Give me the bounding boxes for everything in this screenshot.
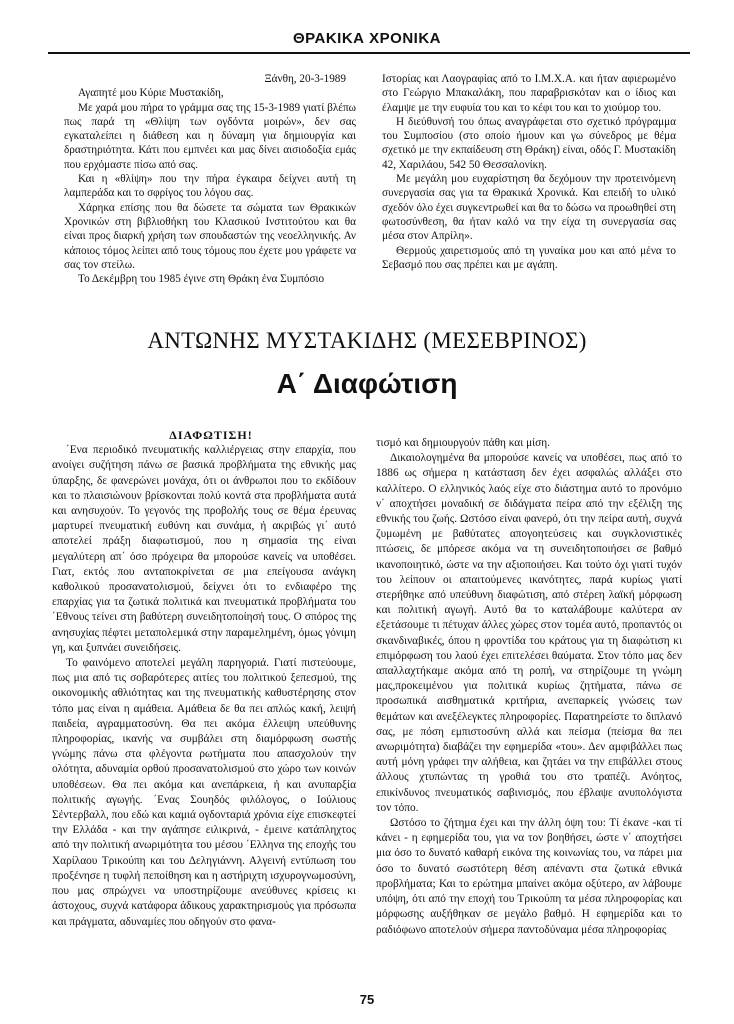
letter-left-column <box>64 72 356 286</box>
article-right-column <box>376 436 682 938</box>
article-paragraph: ΄Ενα περιοδικό πνευματικής καλλιέργειας στην επαρχία, που ανοίγει συζήτηση πάνω σε βασικά προβλήματα της εθνικής μας ύπαρξης, δε φανερώνει μονάχα, ότι οι άνθρωποι που το εκδίδουν και το πλαισιώνουν βρίσκονται πολύ κοντά στα προβλήματα αυτά και ανησυχούν. Το γεγονός της προβολής τους σε θέμα έρευνας μαρτυρεί πνευματική ευθύνη και συνάμα, ή ακριβώς γι΄ αυτό αποτελεί πράξη διαφωτισμού, που η σημασία της είναι μεγαλύτερη απ΄ όσο πρόχειρα θα μπορούσε κανείς να υποθέσει. Γιατ, εκτός που ανταποκρίνεται σε μια επείγουσα ανάγκη καθολικού προσανατολισμού, δείχνει ότι το ενδιαφέρο της επαρχίας για τα ζωτικά πολιτικά και πνευματικά προβλήματα του ΄Εθνους τείνει στη βαθύτερη συνειδητοποίησή τους. Ο σπόρος της ανησυχίας πέφτει μεταπολεμικά στην παραμελημένη, όμως γόνιμη γη, και ξυπνάει συνειδήσεις. <box>52 444 356 654</box>
letter-date: Ξάνθη, 20-3-1989 <box>264 73 346 85</box>
letter-paragraph: Το Δεκέμβρη του 1985 έγινε στη Θράκη ένα Συμπόσιο <box>78 273 325 286</box>
article-author: ΑΝΤΩΝΗΣ ΜΥΣΤΑΚΙΔΗΣ (ΜΕΣΕΒΡΙΝΟΣ) <box>147 328 587 353</box>
article-title: Α΄ Διαφώτιση <box>276 368 458 399</box>
header-rule <box>48 52 690 54</box>
article-paragraph: Το φαινόμενο αποτελεί μεγάλη παρηγοριά. Γιατί πιστεύουμε, πως μια από τις σοβαρότερες αιτίες του πολιτικού ξεπεσμού, της οικονομικής αθλιότητας και της πνευματικής καθυστέρησης στον τόπο μας είναι η αμάθεια. Αμάθεια δε θα πει απλώς κακή, λειψή παιδεία, αγραμματοσύνη. Θα πει ακόμα έλλειψη υπεύθυνης πληροφορίας, ικανής να συμβάλει στη διαμόρφωση σωστής γνώμης πάνω στα φλέγοντα ρωτήματα που απασχολούν την ολότητα, αδυναμία ορθού προσανατολισμού στο χώρο των κοινών υποθέσεων. Θα πει ακόμα και ανεπάρκεια, ή και ανυπαρξία πολιτικής αγωγής. ΄Ενας Σουηδός φιλόλογος, ο Ιούλιους Σέντερβαλλ, που εδώ και καμιά ογδονταριά χρόνια είχε επισκεφτεί την Ελλάδα - και την αγάπησε ειλικρινά, - έμεινε κατάπληχτος από την πολιτική ανωριμότητα του μέσου ΄Ελληνα της εποχής του Χαρίλαου Τρικούπη και του Δεληγιάννη. Αλγεινή εντύπωση του προξένησε η τυφλή πεποίθηση και η αστήριχτη ισχυρογνωμοσύνη, που μας σπρώχνει να υποστηρίζουμε ανεύθυνες κρίσεις κι άστοχους, συχνά κατάφορα άδικους χαρακτηρισμούς για πρόσωπα και πράγματα, αδυναμίες που οδηγούν στο φανα- <box>52 657 356 928</box>
letter-paragraph: Χάρηκα επίσης που θα δώσετε τα σώματα των Θρακικών Χρονικών στη βιβλιοθήκη του Κλασικού Ινστιτούτου και θα είναι προς διαρκή χρήση των σπουδαστών της νεοελληνικής. Αν κάποιος τόμος λείπει από τους τόμους που έχετε μου γράφετε να σας τον στείλω. <box>64 201 356 271</box>
letter-right-column <box>382 72 676 272</box>
letter-paragraph: Με χαρά μου πήρα το γράμμα σας της 15-3-1989 γιατί βλέπω πως παρά τη «Θλίψη των ογδόντα μοιρών», δεν σας εγκαταλείπει η διάθεση και η δύναμη για δημιουργία και δραστηριότητα. Κάτι που εμπνέει και μας δίνει αισιοδοξία εμάς που ερχόμαστε πίσω από σας. <box>64 101 356 171</box>
article-paragraph: Δικαιολογημένα θα μπορούσε κανείς να υποθέσει, πως από το 1886 ως σήμερα η κατάσταση δεν έχει ασφαλώς αλλάξει στο καλλίτερο. Ο ελληνικός λαός είχε στο διάστημα αυτό το προνόμιο ν΄ αποχτήσει μοναδική σε διδάγματα πείρα από την εξέλιξη της εθνικής του ζωής. Ωστόσο είναι φανερό, ότι την πείρα αυτή, συχνά ζυμωμένη με βαθύτατες απογοητεύσεις και συγκλονιστικές πτώσεις, δε μπόρεσε ακόμα να τη συνειδητοποιήσει σε βαθμό ικανοποιητικό, ώστε να την αξιοποιήσει. Και τούτο όχι γιατί τυχόν του λείπουν οι απαιτούμενες ικανότητες, παρά κυρίως γιατί στερήθηκε από υπεύθυνη διαφώτιση, από στέρεη λαϊκή μόρφωση και πολιτική αγωγή. Αυτό θα το καταλάβουμε καλύτερα αν εξετάσουμε τι πέτυχαν άλλες χώρες στον τομέα αυτό, προπαντός οι σκανδιναβικές, όπου η φροντίδα του κράτους για τη διαφώτιση κι επιμόρφωση του λαού έχει επιτελέσει θαύματα. Στον τόπο μας δεν απαλλαχτήκαμε ακόμα από τη ροπή, να στηρίζουμε τη γνώμη μας,προκειμένου για πολιτικά κυρίως ζητήματα, πάνω σε προσωπικά αισθηματικά κριτήρια, ανεπαρκείς γνώσεις των θεμάτων και ανεξέλεγκτες πληροφορίες. Παρατηρείστε το διπλανό σας, με πόση εμπιστοσύνη αλλά και πείσμα (πείσμα θα πει ανωριμότητα) διαβάζει την εφημερίδα «του». Δεν αμφιβάλλει πως αυτή μόνη γράφει την αλήθεια, και ζητάει να την επιβάλλει στους άλλους χτυπώντας τη γροθιά του στο τραπέζι. Ανόητος, επικίνδυνος πνευματικός σαβινισμός, που έβλαψε ανυπολόγιστα τον τόπο. <box>376 452 682 814</box>
letter-paragraph: Θερμούς χαιρετισμούς από τη γυναίκα μου και από μένα το Σεβασμό που σας πρέπει και με αγάπη. <box>382 244 676 271</box>
article-left-column <box>52 428 356 930</box>
letter-paragraph: Και η «θλίψη» που την πήρα έγκαιρα δείχνει αυτή τη λαμπεράδα και το σφρίγος του λόγου σας. <box>64 173 356 200</box>
letter-paragraph: Ιστορίας και Λαογραφίας από το Ι.Μ.Χ.Α. και ήταν αφιερωμένο στο Γεώργιο Μπακαλάκη, που παραβρισκόταν και ο ίδιος και έλαμψε με την ευφυία του και το κέφι του και το χιούμορ του. <box>382 73 676 114</box>
section-heading: ΔΙΑΦΩΤΙΣΗ! <box>169 428 253 442</box>
journal-header: ΘΡΑΚΙΚΑ ΧΡΟΝΙΚΑ <box>292 30 442 47</box>
page-number: 75 <box>359 992 375 1007</box>
letter-paragraph: Με μεγάλη μου ευχαρίστηση θα δεχόμουν την προτεινόμενη συνεργασία σας για τα Θρακικά Χρονικά. Και επειδή το υλικό σχεδόν όλο έχει συγκεντρωθεί και θα το δώσω να προωθηθεί στη φωτοσύνθεση, θα ήταν καλό να την είχα τη συνεργασία σας μέσα στον Απρίλη». <box>382 173 676 243</box>
article-paragraph: τισμό και δημιουργούν πάθη και μίση. <box>376 437 551 449</box>
letter-paragraph: Αγαπητέ μου Κύριε Μυστακίδη, <box>78 87 224 100</box>
article-paragraph: Ωστόσο το ζήτημα έχει και την άλλη όψη του: Τί έκανε -και τί κάνει - η εφημερίδα του, για να τον βοηθήσει, ώστε ν΄ αποχτήσει μια όσο το δυνατό καθαρή εικόνα της κοινωνίας του, να πάρει μια όσο το δυνατό σωστότερη θέση απέναντι στα ζωτικά εθνικά προβλήματα; Και το ερώτημα μπαίνει ακόμα οξύτερο, αν λάβουμε υπόψη, ότι από την εποχή του Τρικούπη τα μέσα πληροφορίας και μόρφωσης αυξήθηκαν σε μεγάλο βαθμό. Η εφημερίδα και το ραδιόφωνο αποτελούν σήμερα παντοδύναμα μέσα πληροφορίας <box>376 817 682 936</box>
letter-paragraph: Η διεύθυνσή του όπως αναγράφεται στο σχετικό πρόγραμμα του Συμποσίου (στο οποίο ήμουν και γω σύνεδρος με θέμα σχετικό με την εκπαίδευση στη Θράκη) είναι, οδός Γ. Μυστακίδη 42, Χαριλάου, 542 50 Θεσσαλονίκη. <box>382 115 676 171</box>
